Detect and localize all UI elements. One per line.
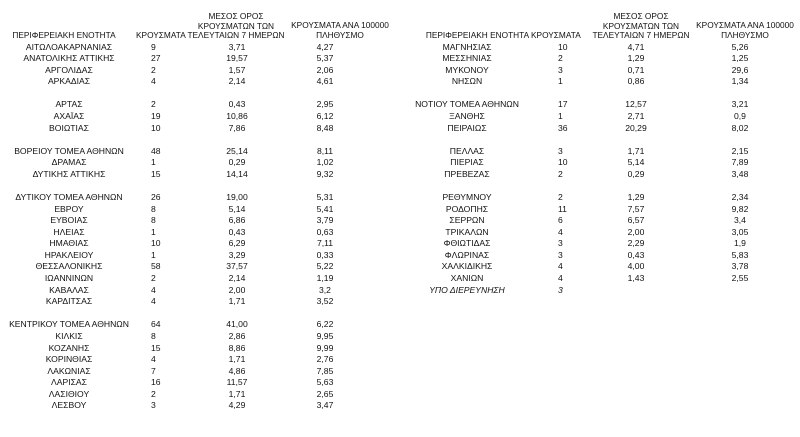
- region-name: ΒΟΙΩΤΙΑΣ: [49, 122, 89, 133]
- per100k-value: 2,15: [731, 145, 749, 156]
- per100k-value: 9,82: [731, 203, 749, 214]
- table-row: [0, 273, 400, 285]
- avg7-value: 41,00: [226, 319, 248, 330]
- per100k-value: 5,26: [731, 41, 749, 52]
- table-row: [0, 296, 400, 308]
- header-avg7-line2: ΚΡΟΥΣΜΑΤΩΝ ΤΩΝ: [602, 20, 680, 31]
- per100k-value: 1,19: [316, 273, 334, 284]
- per100k-value: 6,22: [316, 319, 334, 330]
- header-per100k: [285, 21, 395, 40]
- per100k-value: 3,4: [734, 215, 746, 226]
- table-row: [0, 377, 400, 389]
- cases-value: 4: [558, 261, 563, 272]
- per100k-value: 29,6: [731, 64, 749, 75]
- cases-value: 2: [151, 99, 156, 110]
- region-name: ΛΕΣΒΟΥ: [51, 400, 87, 411]
- table-row: [400, 250, 800, 262]
- avg7-value: 1,29: [627, 192, 645, 203]
- avg7-value: 7,57: [627, 203, 645, 214]
- region-name: ΠΙΕΡΙΑΣ: [450, 157, 484, 168]
- avg7-value: 2,29: [627, 238, 645, 249]
- avg7-value: 6,86: [228, 215, 246, 226]
- avg7-value: 12,57: [625, 99, 647, 110]
- cases-value: 11: [558, 203, 567, 214]
- cases-value: 4: [151, 296, 156, 307]
- region-name: ΞΑΝΘΗΣ: [449, 110, 485, 121]
- region-name: ΦΛΩΡΙΝΑΣ: [444, 249, 490, 260]
- region-name: ΛΑΣΙΘΙΟΥ: [48, 388, 90, 399]
- cases-value: 16: [151, 377, 161, 388]
- cases-value: 10: [151, 122, 161, 133]
- spacer-row: [0, 88, 400, 100]
- cases-value: 1: [558, 110, 563, 121]
- region-name: ΚΙΛΚΙΣ: [55, 330, 83, 341]
- per100k-value: 5,41: [316, 203, 334, 214]
- cases-value: 2: [151, 64, 156, 75]
- region-name: ΥΠΟ ΔΙΕΡΕΥΝΗΣΗ: [429, 284, 505, 295]
- per100k-value: 9,99: [316, 342, 334, 353]
- cases-value: 64: [151, 319, 161, 330]
- cases-value: 3: [558, 249, 563, 260]
- per100k-value: 2,34: [731, 192, 749, 203]
- table-row: [0, 389, 400, 401]
- table-row: [0, 76, 400, 88]
- region-name: ΜΥΚΟΝΟΥ: [445, 64, 489, 75]
- spacer-row: [0, 308, 400, 320]
- per100k-value: 2,95: [316, 99, 334, 110]
- table-row: [400, 42, 800, 54]
- table-row: [400, 99, 800, 111]
- header-cases: ΚΡΟΥΣΜΑΤΑ: [136, 30, 186, 40]
- avg7-value: 19,57: [226, 53, 248, 64]
- table-row: [400, 227, 800, 239]
- avg7-value: 25,14: [226, 145, 248, 156]
- avg7-value: 1,71: [228, 388, 246, 399]
- header-per100k-line1: ΚΡΟΥΣΜΑΤΑ ΑΝΑ 100000: [696, 20, 794, 30]
- cases-value: 1: [151, 157, 156, 168]
- table-row: [400, 215, 800, 227]
- region-name: ΒΟΡΕΙΟΥ ΤΟΜΕΑ ΑΘΗΝΩΝ: [14, 145, 124, 156]
- header-avg7: [186, 12, 286, 41]
- per100k-value: 2,55: [731, 273, 749, 284]
- avg7-value: 0,43: [627, 249, 645, 260]
- region-name: ΦΘΙΩΤΙΔΑΣ: [443, 238, 491, 249]
- table-row: [0, 343, 400, 355]
- table-row: [0, 123, 400, 135]
- table-row: [400, 157, 800, 169]
- avg7-value: 2,71: [627, 110, 645, 121]
- avg7-value: 1,29: [627, 53, 645, 64]
- table-row: [400, 238, 800, 250]
- table-row: [400, 76, 800, 88]
- table-row: [400, 285, 800, 297]
- region-name: ΡΟΔΟΠΗΣ: [445, 203, 489, 214]
- per100k-value: 3,79: [316, 215, 334, 226]
- table-row: [400, 65, 800, 77]
- per100k-value: 1,02: [316, 157, 334, 168]
- table-row: [0, 250, 400, 262]
- region-name: ΑΡΚΑΔΙΑΣ: [47, 76, 91, 87]
- cases-value: 26: [151, 192, 161, 203]
- cases-value: 1: [151, 249, 156, 260]
- right-table-body: [400, 42, 800, 297]
- avg7-value: 1,57: [228, 64, 246, 75]
- cases-value: 4: [151, 354, 156, 365]
- avg7-value: 0,86: [627, 76, 645, 87]
- cases-value: 10: [558, 41, 568, 52]
- spacer-row: [400, 88, 800, 100]
- cases-value: 3: [558, 145, 563, 156]
- per100k-value: 1,34: [731, 76, 749, 87]
- region-name: ΚΟΖΑΝΗΣ: [48, 342, 90, 353]
- region-name: ΜΕΣΣΗΝΙΑΣ: [442, 53, 492, 64]
- avg7-value: 2,00: [228, 284, 246, 295]
- spacer-row: [0, 134, 400, 146]
- region-name: ΠΕΛΛΑΣ: [449, 145, 485, 156]
- region-name: ΚΕΝΤΡΙΚΟΥ ΤΟΜΕΑ ΑΘΗΝΩΝ: [9, 319, 129, 330]
- avg7-value: 10,86: [226, 110, 248, 121]
- left-table-body: [0, 42, 400, 413]
- region-name: ΑΧΑΪΑΣ: [53, 110, 85, 121]
- region-name: ΧΑΛΚΙΔΙΚΗΣ: [441, 261, 493, 272]
- cases-value: 15: [151, 168, 161, 179]
- region-name: ΗΡΑΚΛΕΙΟΥ: [44, 249, 94, 260]
- region-name: ΧΑΝΙΩΝ: [450, 273, 484, 284]
- cases-value: 2: [558, 53, 563, 64]
- per100k-value: 0,9: [734, 110, 746, 121]
- region-name: ΛΑΡΙΣΑΣ: [51, 377, 87, 388]
- table-row: [0, 42, 400, 54]
- table-row: [0, 261, 400, 273]
- avg7-value: 2,86: [228, 330, 246, 341]
- table-row: [400, 204, 800, 216]
- region-name: ΘΕΣΣΑΛΟΝΙΚΗΣ: [35, 261, 103, 272]
- avg7-value: 4,71: [627, 41, 645, 52]
- spacer-row: [400, 180, 800, 192]
- per100k-value: 5,63: [316, 377, 334, 388]
- cases-value: 2: [151, 273, 156, 284]
- cases-value: 15: [151, 342, 161, 353]
- table-row: [0, 192, 400, 204]
- region-name: ΚΑΡΔΙΤΣΑΣ: [45, 296, 93, 307]
- cases-value: 19: [151, 110, 161, 121]
- per100k-value: 2,65: [316, 388, 334, 399]
- cases-value: 7: [151, 365, 156, 376]
- cases-value: 8: [151, 330, 156, 341]
- table-row: [0, 169, 400, 181]
- per100k-value: 3,78: [731, 261, 749, 272]
- table-row: [0, 65, 400, 77]
- region-name: ΔΥΤΙΚΗΣ ΑΤΤΙΚΗΣ: [32, 168, 106, 179]
- per100k-value: 6,12: [316, 110, 334, 121]
- region-name: ΑΙΤΩΛΟΑΚΑΡΝΑΝΙΑΣ: [25, 41, 113, 52]
- table-row: [0, 319, 400, 331]
- region-name: ΑΝΑΤΟΛΙΚΗΣ ΑΤΤΙΚΗΣ: [23, 53, 115, 64]
- avg7-value: 6,57: [627, 215, 645, 226]
- table-row: [0, 99, 400, 111]
- header-per100k: [690, 21, 800, 40]
- cases-value: 58: [151, 261, 161, 272]
- avg7-value: 0,29: [627, 168, 645, 179]
- avg7-value: 1,71: [627, 145, 645, 156]
- header-avg7-line2: ΚΡΟΥΣΜΑΤΩΝ ΤΩΝ: [197, 20, 275, 31]
- table-row: [400, 111, 800, 123]
- table-row: [0, 331, 400, 343]
- cases-value: 2: [558, 168, 563, 179]
- spacer-row: [400, 134, 800, 146]
- per100k-value: 2,76: [316, 354, 334, 365]
- avg7-value: 4,86: [228, 365, 246, 376]
- header-region: ΠΕΡΙΦΕΡΕΙΑΚΗ ΕΝΟΤΗΤΑ: [12, 30, 116, 40]
- per100k-value: 4,27: [316, 41, 334, 52]
- per100k-value: 3,47: [316, 400, 334, 411]
- avg7-value: 3,71: [228, 41, 246, 52]
- cases-value: 10: [558, 157, 568, 168]
- table-row: [400, 261, 800, 273]
- cases-value: 4: [151, 76, 156, 87]
- table-row: [0, 215, 400, 227]
- region-name: ΗΜΑΘΙΑΣ: [49, 238, 89, 249]
- table-row: [0, 354, 400, 366]
- region-name: ΚΟΡΙΝΘΙΑΣ: [45, 354, 93, 365]
- per100k-value: 7,85: [316, 365, 334, 376]
- cases-value: 4: [151, 284, 156, 295]
- region-name: ΝΗΣΩΝ: [451, 76, 483, 87]
- cases-value: 4: [558, 226, 563, 237]
- table-row: [0, 157, 400, 169]
- avg7-value: 1,43: [627, 273, 645, 284]
- header-avg7: [586, 12, 696, 41]
- per100k-value: 1,25: [731, 53, 749, 64]
- per100k-value: 7,89: [731, 157, 749, 168]
- region-name: ΠΡΕΒΕΖΑΣ: [444, 168, 490, 179]
- avg7-value: 2,14: [228, 76, 246, 87]
- region-name: ΣΕΡΡΩΝ: [449, 215, 485, 226]
- region-name: ΙΩΑΝΝΙΝΩΝ: [44, 273, 94, 284]
- cases-value: 1: [558, 76, 563, 87]
- table-row: [400, 53, 800, 65]
- cases-value: 4: [558, 273, 563, 284]
- per100k-value: 3,2: [319, 284, 331, 295]
- avg7-value: 6,29: [228, 238, 246, 249]
- per100k-value: 5,22: [316, 261, 334, 272]
- avg7-value: 2,00: [627, 226, 645, 237]
- avg7-value: 0,43: [228, 99, 246, 110]
- per100k-value: 2,06: [316, 64, 334, 75]
- region-name: ΔΡΑΜΑΣ: [51, 157, 87, 168]
- cases-value: 27: [151, 53, 161, 64]
- cases-value: 2: [151, 388, 156, 399]
- table-row: [0, 400, 400, 412]
- cases-value: 36: [558, 122, 568, 133]
- table-row: [0, 111, 400, 123]
- header-per100k-line2: ΠΛΗΘΥΣΜΟ: [721, 29, 769, 40]
- table-row: [400, 146, 800, 158]
- region-name: ΤΡΙΚΑΛΩΝ: [445, 226, 489, 237]
- per100k-value: 3,48: [731, 168, 749, 179]
- table-row: [400, 123, 800, 135]
- header-region: ΠΕΡΙΦΕΡΕΙΑΚΗ ΕΝΟΤΗΤΑ: [425, 30, 530, 40]
- region-name: ΛΑΚΩΝΙΑΣ: [47, 365, 91, 376]
- avg7-value: 8,86: [228, 342, 246, 353]
- region-name: ΔΥΤΙΚΟΥ ΤΟΜΕΑ ΑΘΗΝΩΝ: [15, 192, 123, 203]
- cases-value: 3: [558, 238, 563, 249]
- per100k-value: 1,9: [734, 238, 746, 249]
- region-name: ΑΡΓΟΛΙΔΑΣ: [45, 64, 93, 75]
- per100k-value: 9,95: [316, 330, 334, 341]
- per100k-value: 8,11: [316, 145, 334, 156]
- per100k-value: 8,48: [316, 122, 334, 133]
- avg7-value: 11,57: [226, 377, 248, 388]
- table-row: [0, 227, 400, 239]
- avg7-value: 4,29: [228, 400, 246, 411]
- avg7-value: 3,29: [228, 249, 246, 260]
- cases-value: 17: [558, 99, 568, 110]
- per100k-value: 4,61: [316, 76, 334, 87]
- avg7-value: 37,57: [226, 261, 248, 272]
- per100k-value: 5,83: [731, 249, 749, 260]
- cases-value: 3: [558, 284, 563, 295]
- avg7-value: 14,14: [226, 168, 248, 179]
- avg7-value: 4,00: [627, 261, 645, 272]
- avg7-value: 0,29: [228, 157, 246, 168]
- region-name: ΗΛΕΙΑΣ: [53, 226, 85, 237]
- header-per100k-line1: ΚΡΟΥΣΜΑΤΑ ΑΝΑ 100000: [291, 20, 389, 30]
- header-avg7-line1: ΜΕΣΟΣ ΟΡΟΣ: [208, 11, 264, 21]
- region-name: ΕΥΒΟΙΑΣ: [50, 215, 88, 226]
- table-row: [0, 146, 400, 158]
- avg7-value: 20,29: [625, 122, 647, 133]
- table-row: [0, 285, 400, 297]
- avg7-value: 2,14: [228, 273, 246, 284]
- per100k-value: 7,11: [316, 238, 334, 249]
- cases-value: 2: [558, 192, 563, 203]
- region-name: ΠΕΙΡΑΙΩΣ: [447, 122, 487, 133]
- region-name: ΕΒΡΟΥ: [54, 203, 84, 214]
- header-cases: ΚΡΟΥΣΜΑΤΑ: [531, 30, 581, 40]
- region-name: ΚΑΒΑΛΑΣ: [49, 284, 89, 295]
- cases-value: 10: [151, 238, 161, 249]
- per100k-value: 3,05: [731, 226, 749, 237]
- cases-value: 1: [151, 226, 156, 237]
- per100k-value: 0,33: [316, 249, 334, 260]
- header-avg7-line3: ΤΕΛΕΥΤΑΙΩΝ 7 ΗΜΕΡΩΝ: [187, 30, 285, 40]
- per100k-value: 3,21: [731, 99, 749, 110]
- cases-value: 9: [151, 41, 156, 52]
- per100k-value: 0,63: [316, 226, 334, 237]
- per100k-value: 3,52: [316, 296, 334, 307]
- avg7-value: 1,71: [228, 296, 246, 307]
- region-name: ΑΡΤΑΣ: [55, 99, 83, 110]
- cases-value: 6: [558, 215, 563, 226]
- avg7-value: 0,43: [228, 226, 246, 237]
- region-name: ΝΟΤΙΟΥ ΤΟΜΕΑ ΑΘΗΝΩΝ: [415, 99, 519, 110]
- table-row: [400, 273, 800, 285]
- table-row: [0, 238, 400, 250]
- table-row: [400, 169, 800, 181]
- region-name: ΜΑΓΝΗΣΙΑΣ: [442, 41, 492, 52]
- table-row: [400, 192, 800, 204]
- spacer-row: [0, 180, 400, 192]
- table-row: [0, 204, 400, 216]
- per100k-value: 5,31: [316, 192, 334, 203]
- avg7-value: 5,14: [627, 157, 645, 168]
- cases-value: 8: [151, 215, 156, 226]
- cases-value: 3: [558, 64, 563, 75]
- avg7-value: 0,71: [627, 64, 645, 75]
- avg7-value: 7,86: [228, 122, 246, 133]
- cases-value: 3: [151, 400, 156, 411]
- avg7-value: 5,14: [228, 203, 246, 214]
- per100k-value: 5,37: [316, 53, 334, 64]
- per100k-value: 8,02: [731, 122, 749, 133]
- per100k-value: 9,32: [316, 168, 334, 179]
- cases-value: 48: [151, 145, 161, 156]
- header-avg7-line1: ΜΕΣΟΣ ΟΡΟΣ: [613, 11, 669, 21]
- table-row: [0, 366, 400, 378]
- region-name: ΡΕΘΥΜΝΟΥ: [442, 192, 492, 203]
- header-per100k-line2: ΠΛΗΘΥΣΜΟ: [316, 29, 364, 40]
- cases-value: 8: [151, 203, 156, 214]
- table-row: [0, 53, 400, 65]
- avg7-value: 1,71: [228, 354, 246, 365]
- header-avg7-line3: ΤΕΛΕΥΤΑΙΩΝ 7 ΗΜΕΡΩΝ: [592, 30, 690, 40]
- avg7-value: 19,00: [226, 192, 248, 203]
